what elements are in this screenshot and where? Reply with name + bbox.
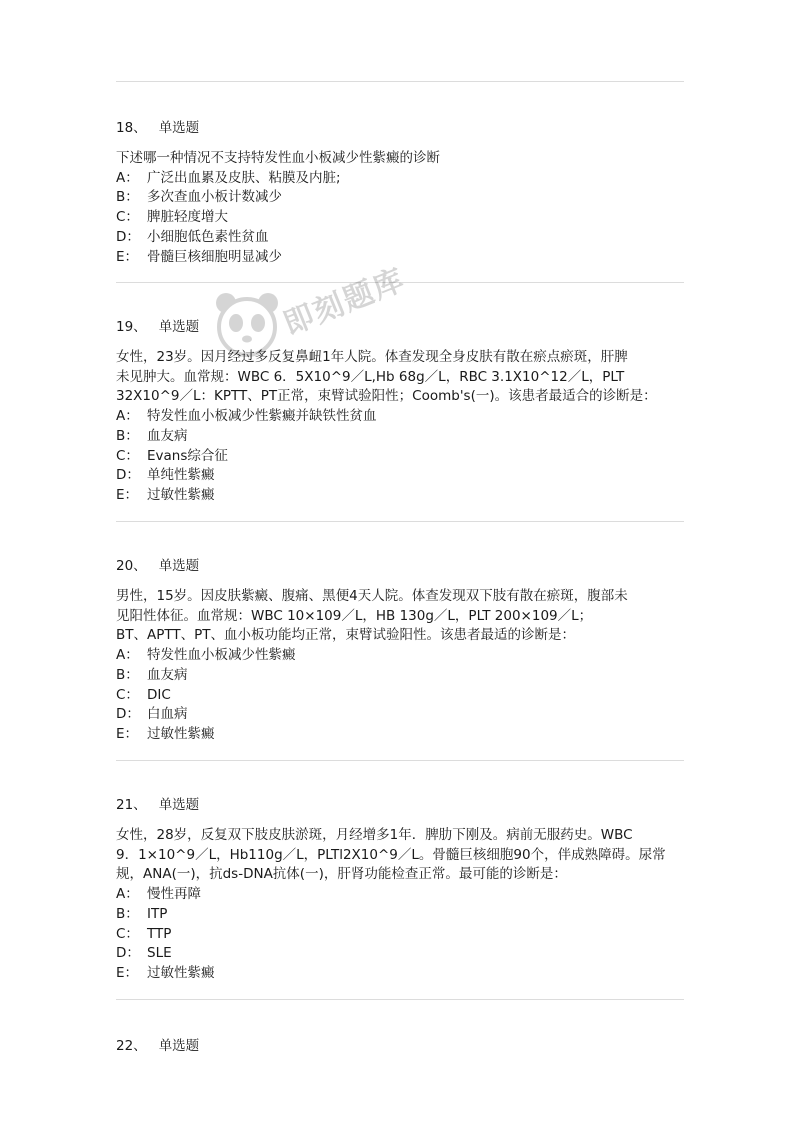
stem-line: 规，ANA(一)，抗ds-DNA抗体(一)，肝肾功能检查正常。最可能的诊断是： <box>116 866 567 883</box>
question-header <box>116 118 688 138</box>
question-stem <box>116 826 688 885</box>
option-e[interactable]: E： 过敏性紫癜 <box>116 725 215 742</box>
stem-line: 32X10^9／L：KPTT、PT正常，束臂试验阳性；Coomb's(一)。该患者最适合的诊断是： <box>116 388 657 405</box>
option-d[interactable]: D： 小细胞低色素性贫血 <box>116 228 269 245</box>
divider <box>116 81 684 82</box>
question-20 <box>116 556 688 745</box>
option-a[interactable]: A： 特发性血小板减少性紫癜并缺铁性贫血 <box>116 408 377 425</box>
option-b[interactable]: B： 血友病 <box>116 666 188 683</box>
question-header <box>116 1036 688 1056</box>
option-c[interactable]: C： 脾脏轻度增大 <box>116 209 228 226</box>
option-b[interactable]: B： 血友病 <box>116 427 188 444</box>
stem-line: 见阳性体征。血常规：WBC 10×109／L，HB 130g／L，PLT 200×109／L； <box>116 607 593 624</box>
question-number: 22、 <box>116 1038 147 1054</box>
question-type: 单选题 <box>158 797 200 813</box>
question-stem <box>116 149 688 169</box>
question-number: 19、 <box>116 319 147 335</box>
question-type: 单选题 <box>158 558 200 574</box>
question-stem <box>116 348 688 407</box>
divider <box>116 521 684 522</box>
question-header <box>116 795 688 815</box>
option-c[interactable]: C： TTP <box>116 925 172 942</box>
option-c[interactable]: C： Evans综合征 <box>116 447 228 464</box>
stem-line: 男性，15岁。因皮肤紫癜、腹痛、黑便4天人院。体查发现双下肢有散在瘀斑，腹部未 <box>116 588 628 604</box>
watermark-text: 即刻题库 <box>278 262 411 343</box>
divider <box>116 999 684 1000</box>
stem-line: BT、APTT、PT、血小板功能均正常，束臂试验阳性。该患者最适的诊断是： <box>116 627 576 644</box>
question-type: 单选题 <box>158 120 200 136</box>
option-e[interactable]: E： 过敏性紫癜 <box>116 964 215 981</box>
option-d[interactable]: D： SLE <box>116 945 172 962</box>
option-a[interactable]: A： 广泛出血累及皮肤、粘膜及内脏; <box>116 169 341 186</box>
option-e[interactable]: E： 骨髓巨核细胞明显减少 <box>116 248 282 265</box>
option-b[interactable]: B： 多次查血小板计数减少 <box>116 189 282 206</box>
option-e[interactable]: E： 过敏性紫癜 <box>116 486 215 503</box>
divider <box>116 760 684 761</box>
question-22 <box>116 1036 688 1056</box>
question-header <box>116 317 688 337</box>
option-a[interactable]: A： 特发性血小板减少性紫癜 <box>116 647 296 664</box>
stem-line: 未见肿大。血常规：WBC 6．5X10^9／L,Hb 68g／L，RBC 3.1X10^12／L，PLT <box>116 368 625 385</box>
question-number: 21、 <box>116 797 147 813</box>
option-c[interactable]: C： DIC <box>116 686 171 703</box>
option-a[interactable]: A： 慢性再障 <box>116 886 201 903</box>
question-number: 20、 <box>116 558 147 574</box>
stem-line: 女性，23岁。因月经过多反复鼻衄1年人院。体查发现全身皮肤有散在瘀点瘀斑，肝脾 <box>116 349 628 365</box>
option-d[interactable]: D： 白血病 <box>116 706 188 723</box>
question-stem <box>116 587 688 646</box>
question-header <box>116 556 688 576</box>
option-d[interactable]: D： 单纯性紫癜 <box>116 467 215 484</box>
option-b[interactable]: B： ITP <box>116 905 168 922</box>
question-21 <box>116 795 688 984</box>
question-type: 单选题 <box>158 1038 200 1054</box>
question-type: 单选题 <box>158 319 200 335</box>
stem-line: 9．1×10^9／L，Hb110g／L，PLTl2X10^9／L。骨髓巨核细胞90个，伴成熟障碍。尿常 <box>116 846 666 863</box>
stem-line: 下述哪一种情况不支持特发性血小板减少性紫癜的诊断 <box>116 150 440 166</box>
divider <box>116 282 684 283</box>
question-18 <box>116 118 688 267</box>
stem-line: 女性，28岁，反复双下肢皮肤淤斑，月经增多1年．脾肋下刚及。病前无服药史。WBC <box>116 827 633 843</box>
question-19 <box>116 317 688 506</box>
question-number: 18、 <box>116 120 147 136</box>
